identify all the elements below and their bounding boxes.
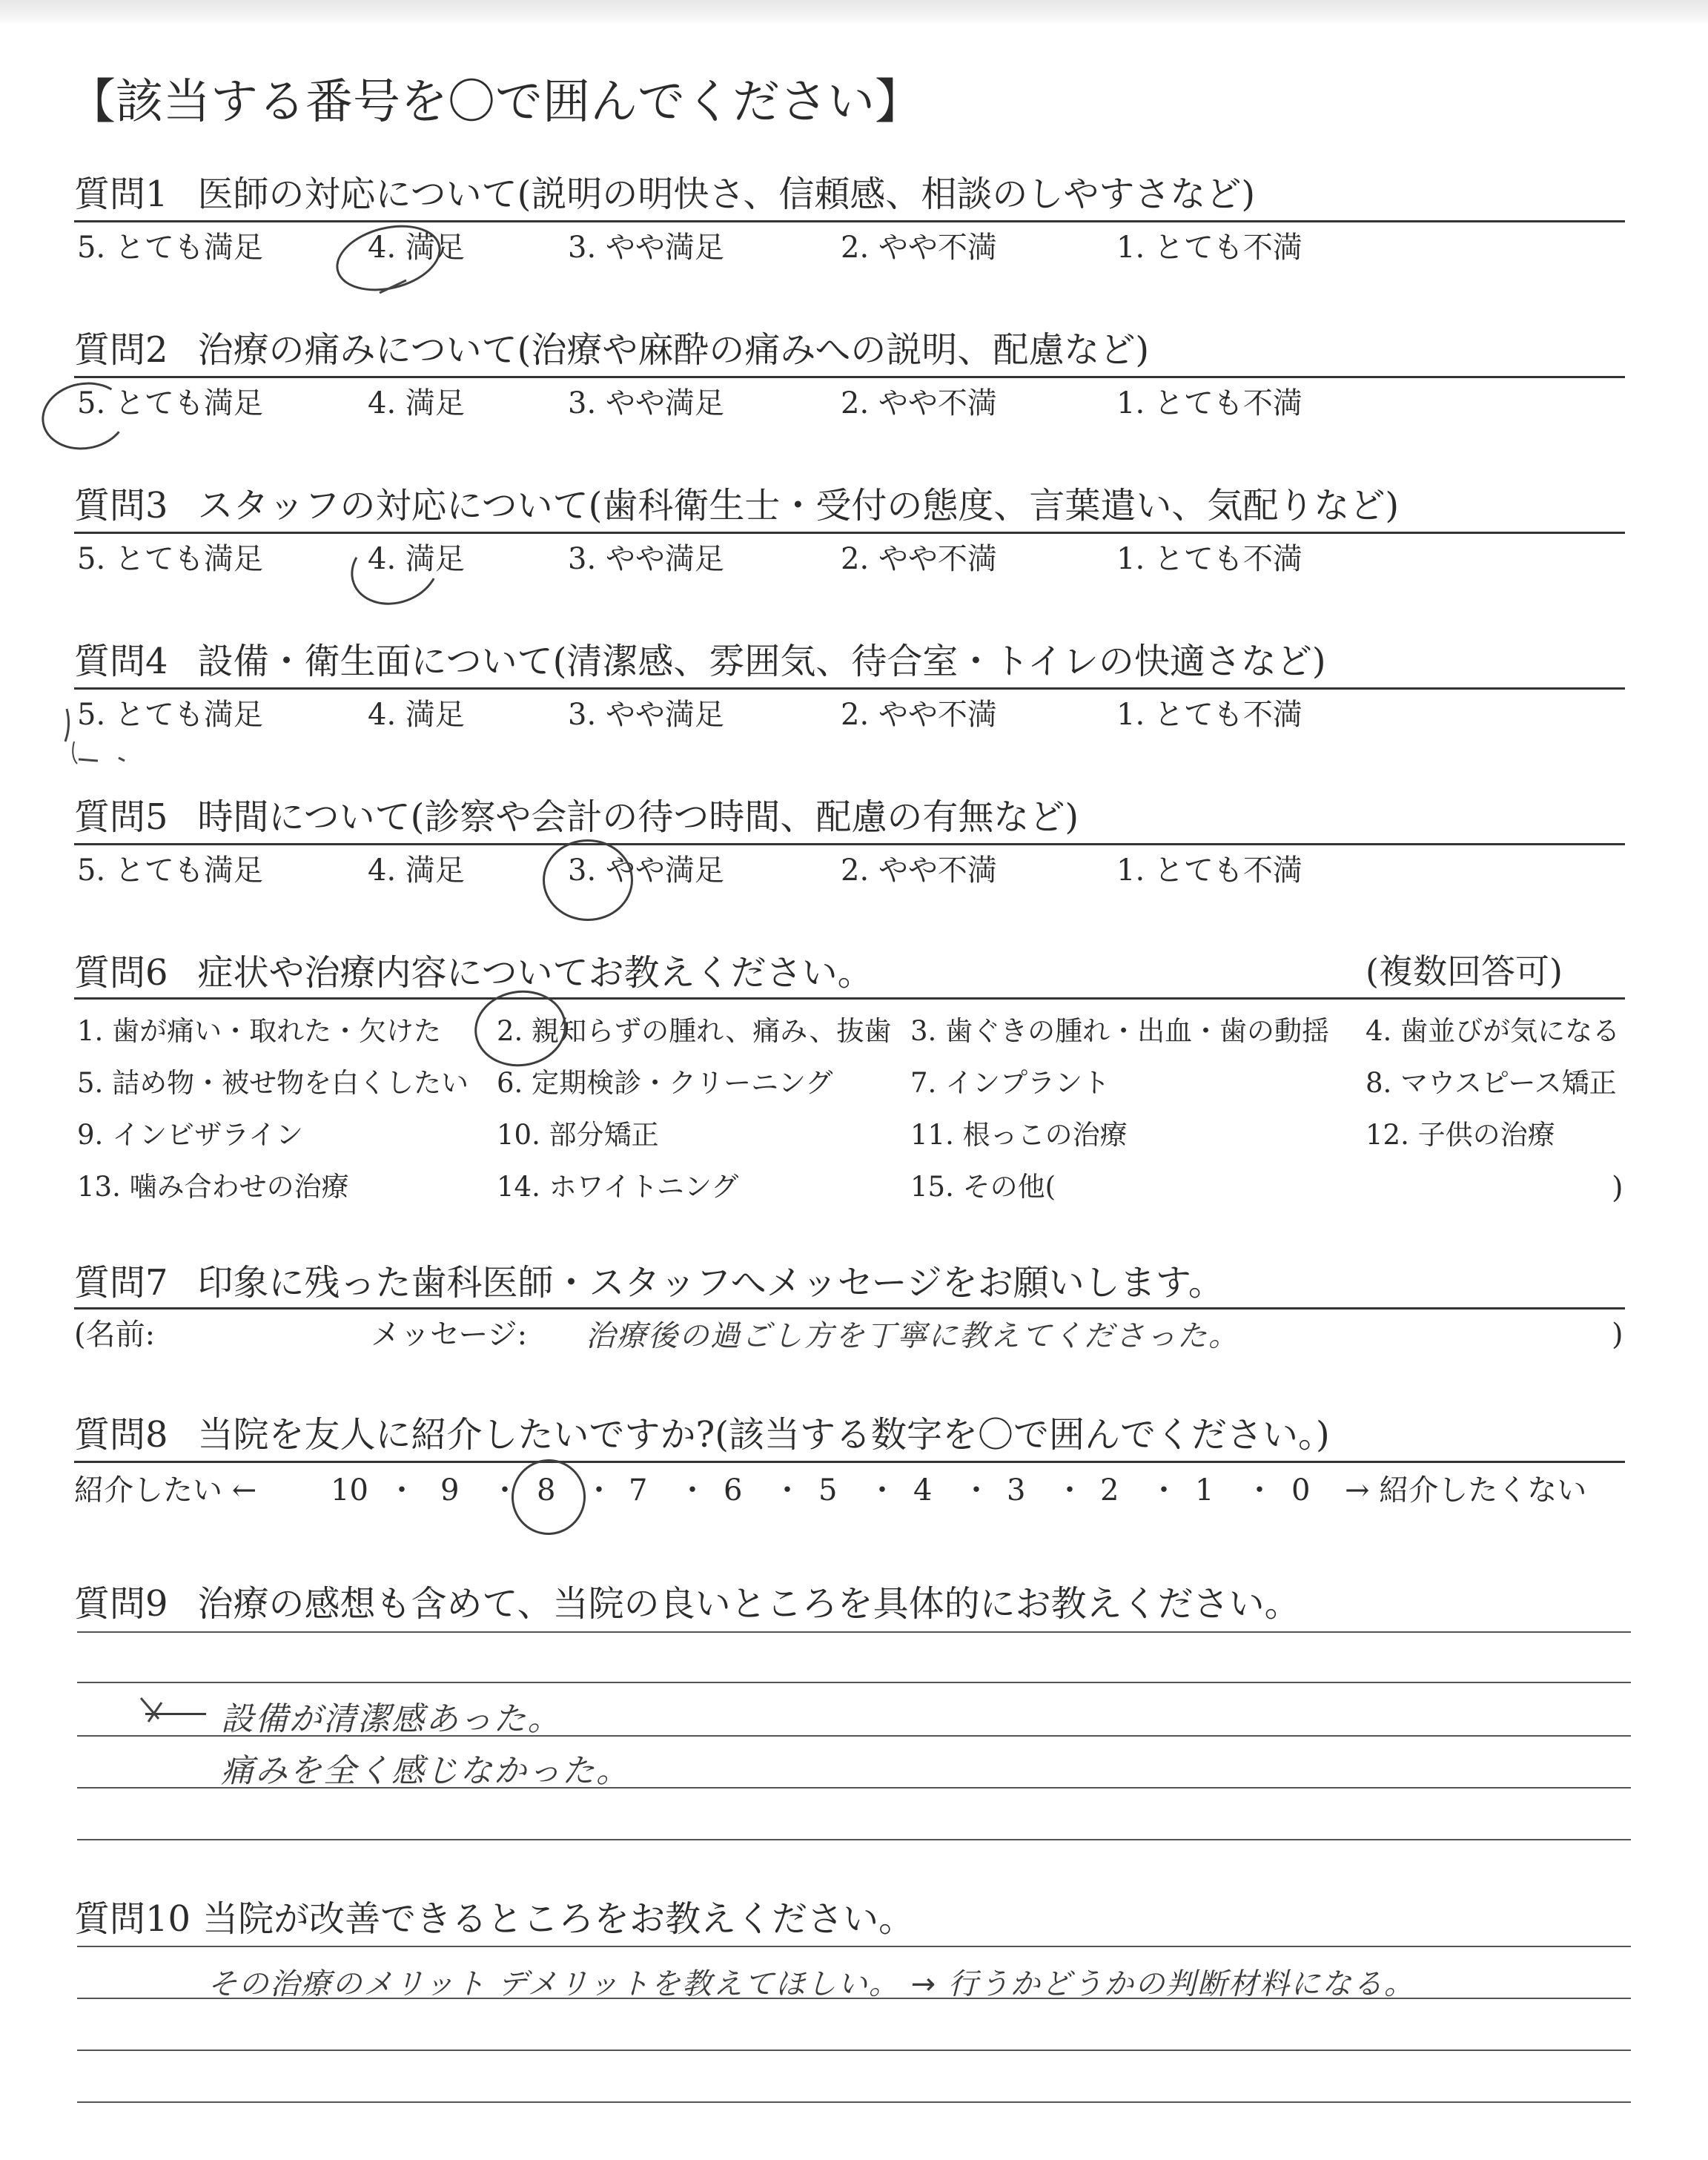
q2-option-2[interactable]: 2. やや不満 xyxy=(841,386,997,420)
q6-option-4[interactable]: 4. 歯並びが気になる xyxy=(1366,1015,1621,1047)
q9-number: 質問9 xyxy=(74,1583,168,1625)
q3-option-2[interactable]: 2. やや不満 xyxy=(841,542,997,576)
q7-name-label: (名前: xyxy=(74,1318,156,1352)
q6-option-3[interactable]: 3. 歯ぐきの腫れ・出血・歯の動揺 xyxy=(910,1015,1330,1047)
q3-option-4[interactable]: 4. 満足 xyxy=(368,542,465,576)
q8-scale-separator: ・ xyxy=(1245,1473,1274,1507)
q6-option-8[interactable]: 8. マウスピース矯正 xyxy=(1366,1067,1617,1099)
q4-pen-dashes xyxy=(79,758,125,761)
q1-number: 質問1 xyxy=(74,174,168,215)
q4-option-3[interactable]: 3. やや満足 xyxy=(568,698,724,732)
q6-number: 質問6 xyxy=(74,952,168,994)
q5-text: 時間について(診察や会計の待つ時間、配慮の有無など) xyxy=(197,796,1079,838)
q1-option-4[interactable]: 4. 満足 xyxy=(368,231,465,265)
q1-text: 医師の対応について(説明の明快さ、信頼感、相談のしやすさなど) xyxy=(197,174,1256,215)
q6-note: (複数回答可) xyxy=(1366,951,1563,991)
q6-option-12[interactable]: 12. 子供の治療 xyxy=(1366,1119,1555,1151)
q4-answer-mark xyxy=(65,709,69,742)
q6-text: 症状や治療内容についてお教えください。 xyxy=(197,952,873,994)
q3-number: 質問3 xyxy=(74,485,168,526)
q7-text: 印象に残った歯科医師・スタッフへメッセージをお願いします。 xyxy=(197,1262,1224,1304)
q2-option-5[interactable]: 5. とても満足 xyxy=(77,386,263,420)
q8-scale-separator: ・ xyxy=(961,1473,991,1507)
q10-text: 当院が改善できるところをお教えください。 xyxy=(202,1898,915,1940)
q1-pen-tail xyxy=(380,280,406,293)
q8-scale-separator: ・ xyxy=(490,1473,520,1507)
q6-option-5[interactable]: 5. 詰め物・被せ物を白くしたい xyxy=(77,1067,469,1099)
q8-scale-separator: ・ xyxy=(1149,1473,1179,1507)
q8-scale-7[interactable]: 7 xyxy=(629,1473,648,1507)
q5-option-4[interactable]: 4. 満足 xyxy=(368,853,465,888)
q9-answer-line-1: 設備が清潔感あった。 xyxy=(221,1700,562,1738)
q8-scale-separator: ・ xyxy=(772,1473,802,1507)
q6-option-9[interactable]: 9. インビザライン xyxy=(77,1119,303,1151)
q2-option-4[interactable]: 4. 満足 xyxy=(368,386,465,420)
q2-option-1[interactable]: 1. とても不満 xyxy=(1116,386,1302,420)
q8-scale-separator: ・ xyxy=(678,1473,707,1507)
q4-option-4[interactable]: 4. 満足 xyxy=(368,698,465,732)
q8-right-label: → 紹介したくない xyxy=(1345,1473,1587,1507)
q4-option-5[interactable]: 5. とても満足 xyxy=(77,698,263,732)
q7-number: 質問7 xyxy=(74,1262,168,1304)
q8-scale-separator: ・ xyxy=(584,1473,614,1507)
q7-message-answer: 治療後の過ごし方を丁寧に教えてくださった。 xyxy=(586,1319,1239,1353)
q8-scale-0[interactable]: 0 xyxy=(1291,1473,1311,1507)
q5-option-2[interactable]: 2. やや不満 xyxy=(841,853,997,888)
q4-option-1[interactable]: 1. とても不満 xyxy=(1116,698,1302,732)
q8-number: 質問8 xyxy=(74,1414,168,1456)
q6-option-15[interactable]: 15. その他( xyxy=(910,1171,1056,1203)
q8-scale-separator: ・ xyxy=(867,1473,897,1507)
q8-scale-9[interactable]: 9 xyxy=(440,1473,460,1507)
q2-number: 質問2 xyxy=(74,329,168,371)
q8-scale-separator: ・ xyxy=(387,1473,417,1507)
q8-scale-1[interactable]: 1 xyxy=(1195,1473,1214,1507)
q2-text: 治療の痛みについて(治療や麻酔の痛みへの説明、配慮など) xyxy=(197,329,1150,371)
q1-option-2[interactable]: 2. やや不満 xyxy=(841,231,997,265)
q8-scale-separator: ・ xyxy=(1055,1473,1085,1507)
q4-pen-tail xyxy=(73,742,77,764)
page-title: 【該当する番号を〇で囲んでください】 xyxy=(68,75,922,130)
q10-number: 質問10 xyxy=(74,1898,191,1940)
q6-option-14[interactable]: 14. ホワイトニング xyxy=(497,1171,739,1203)
q6-option-13[interactable]: 13. 噛み合わせの治療 xyxy=(77,1171,349,1203)
q8-scale-5[interactable]: 5 xyxy=(818,1473,838,1507)
q8-scale-2[interactable]: 2 xyxy=(1100,1473,1119,1507)
q2-option-3[interactable]: 3. やや満足 xyxy=(568,386,724,420)
q8-scale-4[interactable]: 4 xyxy=(913,1473,933,1507)
q3-text: スタッフの対応について(歯科衛生士・受付の態度、言葉遣い、気配りなど) xyxy=(197,485,1400,526)
q6-option-6[interactable]: 6. 定期検診・クリーニング xyxy=(497,1067,833,1099)
q7-message-label: メッセージ: xyxy=(371,1318,528,1352)
q1-option-3[interactable]: 3. やや満足 xyxy=(568,231,724,265)
q10-answer-line-1: その治療のメリット デメリットを教えてほしい。 → 行うかどうかの判断材料になる。 xyxy=(208,1967,1415,2001)
q7-close-paren: ) xyxy=(1612,1318,1623,1352)
q8-left-label: 紹介したい ← xyxy=(74,1473,257,1507)
q4-text: 設備・衛生面について(清潔感、雰囲気、待合室・トイレの快適さなど) xyxy=(197,641,1326,682)
q5-option-3[interactable]: 3. やや満足 xyxy=(568,853,724,888)
q6-option-1[interactable]: 1. 歯が痛い・取れた・欠けた xyxy=(77,1015,442,1047)
q8-scale-10[interactable]: 10 xyxy=(331,1473,368,1507)
q5-option-1[interactable]: 1. とても不満 xyxy=(1116,853,1302,888)
q8-scale-8[interactable]: 8 xyxy=(537,1473,556,1507)
q3-option-5[interactable]: 5. とても満足 xyxy=(77,542,263,576)
q5-option-5[interactable]: 5. とても満足 xyxy=(77,853,263,888)
q1-option-5[interactable]: 5. とても満足 xyxy=(77,231,263,265)
q8-scale-3[interactable]: 3 xyxy=(1007,1473,1026,1507)
q3-option-3[interactable]: 3. やや満足 xyxy=(568,542,724,576)
q8-scale-6[interactable]: 6 xyxy=(724,1473,743,1507)
q8-text: 当院を友人に紹介したいですか?(該当する数字を〇で囲んでください。) xyxy=(197,1414,1330,1456)
q6-option-2[interactable]: 2. 親知らずの腫れ、痛み、抜歯 xyxy=(497,1015,892,1047)
q4-option-2[interactable]: 2. やや不満 xyxy=(841,698,997,732)
q6-option-11[interactable]: 11. 根っこの治療 xyxy=(910,1119,1128,1151)
q1-option-1[interactable]: 1. とても不満 xyxy=(1116,231,1302,265)
q9-answer-line-2: 痛みを全く感じなかった。 xyxy=(221,1752,630,1790)
q5-number: 質問5 xyxy=(74,796,168,838)
q3-option-1[interactable]: 1. とても不満 xyxy=(1116,542,1302,576)
q6-option-7[interactable]: 7. インプラント xyxy=(910,1067,1110,1099)
q6-close-paren: ) xyxy=(1612,1171,1623,1205)
q4-number: 質問4 xyxy=(74,641,168,682)
q9-scribble xyxy=(141,1698,162,1722)
q9-text: 治療の感想も含めて、当院の良いところを具体的にお教えください。 xyxy=(197,1583,1300,1625)
q6-option-10[interactable]: 10. 部分矯正 xyxy=(497,1119,659,1151)
